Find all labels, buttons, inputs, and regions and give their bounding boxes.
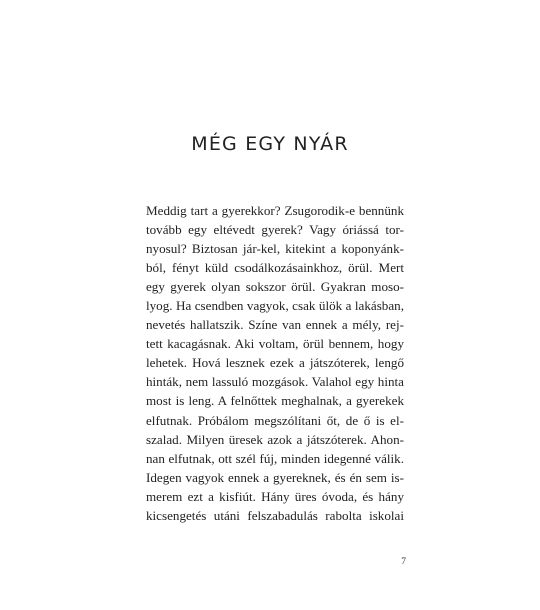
text-line: Meddig tart a gyerekkor? Zsugorodik-e bennünk [146, 203, 404, 218]
page-number: 7 [401, 557, 406, 567]
text-line: egy gyerek olyan sokszor örül. Gyakran moso- [146, 279, 404, 295]
text-line: merem ezt a kisfiút. Hány üres óvoda, és hány [146, 488, 404, 504]
text-line: Idegen vagyok ennek a gyereknek, és én sem is- [146, 469, 404, 485]
text-line: szalad. Milyen üresek azok a játszóterek. Ahon- [146, 431, 404, 447]
text-line: hinták, nem lassuló mozgások. Valahol egy hinta [146, 374, 404, 390]
text-line: lyog. Ha csendben vagyok, csak ülök a lakásban, [146, 298, 404, 314]
text-line: kicsengetés utáni felszabadulás rabolta iskolai [146, 507, 404, 523]
text-line: nyosul? Biztosan jár-kel, kitekint a koponyánk- [146, 241, 404, 257]
text-line: lehetek. Hová lesznek ezek a játszóterek, lengő [146, 355, 404, 371]
text-line: nevetés hallatszik. Színe van ennek a mély, rej- [146, 317, 404, 333]
text-line: elfutnak. Próbálom megszólítani őt, de ő is el- [146, 412, 404, 428]
text-line: tett kacagásnak. Aki voltam, örül bennem, hogy [146, 336, 404, 352]
chapter-title: MÉG EGY NYÁR [191, 133, 349, 155]
text-line: tovább egy eltévedt gyerek? Vagy óriássá tor- [146, 222, 404, 238]
text-line: ból, fényt küld csodálkozásainkhoz, örül. Mert [146, 260, 404, 276]
body-paragraph [146, 201, 404, 525]
text-line: most is leng. A felnőttek meghalnak, a gyerekek [146, 393, 404, 409]
text-line: nan elfutnak, ott szél fúj, minden idegenné válik. [146, 450, 404, 466]
